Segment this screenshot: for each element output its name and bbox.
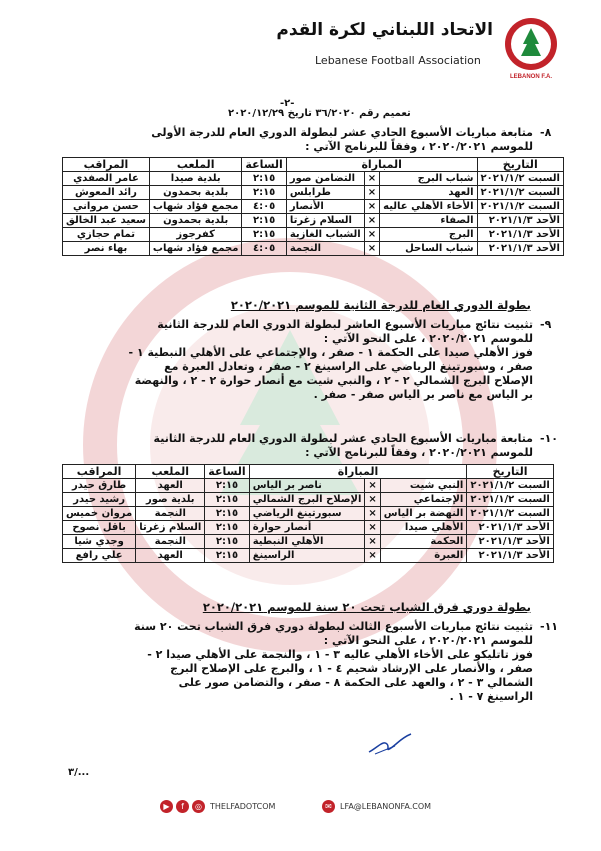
text-line: للموسم ٢٠٢٠/٢٠٢١ ، على النحو الآتي : bbox=[323, 332, 533, 345]
text-line: متابعة مباريات الأسبوع الحادي عشر لبطولة الدوري العام للدرجة الثانية bbox=[153, 432, 533, 445]
cell-venue: مجمع فؤاد شهاب bbox=[149, 200, 242, 214]
email-icon: ✉ bbox=[322, 800, 335, 813]
cell-vs: × bbox=[365, 521, 380, 535]
cell-time: ٢:١٥ bbox=[242, 186, 286, 200]
cell-observer: باقل نصوح bbox=[63, 521, 136, 535]
cell-home-team: الإجتماعي bbox=[380, 493, 467, 507]
header-match: المباراة bbox=[286, 158, 477, 172]
header-time: الساعة bbox=[205, 465, 249, 479]
cell-home-team: البرج bbox=[380, 228, 477, 242]
cell-venue: النجمة bbox=[136, 507, 205, 521]
cell-date: الأحد ٢٠٢١/١/٣ bbox=[477, 214, 563, 228]
cell-time: ٢:١٥ bbox=[205, 521, 249, 535]
cell-home-team: الصفاء bbox=[380, 214, 477, 228]
circular-reference: تعميم رقم ٣٦/٢٠٢٠ تاريخ ٢٠٢٠/١٢/٢٩ bbox=[228, 108, 411, 119]
signature bbox=[365, 730, 415, 758]
cell-vs: × bbox=[365, 549, 380, 563]
cell-date: السبت ٢٠٢١/١/٢ bbox=[467, 479, 553, 493]
cell-vs: × bbox=[364, 228, 379, 242]
instagram-icon[interactable]: ◎ bbox=[192, 800, 205, 813]
item-number: -١١ bbox=[540, 620, 559, 633]
text-line: للموسم ٢٠٢٠/٢٠٢١ ، وفقاً للبرنامج الآتي : bbox=[305, 446, 533, 459]
table-row bbox=[63, 549, 554, 563]
cell-observer: طارق حيدر bbox=[63, 479, 136, 493]
cell-vs: × bbox=[365, 507, 380, 521]
section-title-youth-league: بطولة دوري فرق الشباب تحت ٢٠ سنة للموسم ٢٠٢٠/٢٠٢١ bbox=[202, 600, 531, 614]
text-line: تثبيت نتائج مباريات الأسبوع الثالث لبطولة دوري فرق الشباب تحت ٢٠ سنة bbox=[134, 620, 533, 633]
cell-home-team: النبي شيت bbox=[380, 479, 467, 493]
text-line: الراسينغ ٧ - ١ . bbox=[449, 690, 533, 703]
cell-away-team: سبورتينغ الرياضي bbox=[249, 507, 365, 521]
cell-away-team: طرابلس bbox=[286, 186, 364, 200]
cell-away-team: أنصار حوارة bbox=[249, 521, 365, 535]
text-line: فوز تاتليكو على الأخاء الأهلي عاليه ٣ - ١ ، والنجمة على الأهلي صيدا ٢ - bbox=[147, 648, 533, 661]
table-row bbox=[63, 507, 554, 521]
cell-time: ٢:١٥ bbox=[242, 228, 286, 242]
header-match: المباراة bbox=[249, 465, 467, 479]
schedule-table-first-division bbox=[62, 157, 564, 256]
cell-observer: وجدي شيا bbox=[63, 535, 136, 549]
table-row bbox=[63, 214, 564, 228]
text-line: فوز الأهلي صيدا على الحكمة ١ - صفر ، والإجتماعي على الأهلي النبطية ١ - bbox=[128, 346, 533, 359]
item-8-text bbox=[73, 126, 533, 154]
cell-time: ٢:١٥ bbox=[242, 172, 286, 186]
cell-time: ٢:١٥ bbox=[242, 214, 286, 228]
cell-away-team: النجمة bbox=[286, 242, 364, 256]
cell-observer: بهاء نصر bbox=[63, 242, 150, 256]
cell-away-team: الأهلي النبطية bbox=[249, 535, 365, 549]
table-row bbox=[63, 228, 564, 242]
cell-home-team: الأهلي صيدا bbox=[380, 521, 467, 535]
cell-date: السبت ٢٠٢١/١/٢ bbox=[477, 172, 563, 186]
item-9-text bbox=[58, 318, 533, 402]
footer bbox=[160, 800, 440, 814]
cell-home-team: العبرة bbox=[380, 549, 467, 563]
cell-date: الأحد ٢٠٢١/١/٣ bbox=[467, 535, 553, 549]
cell-time: ٢:١٥ bbox=[205, 493, 249, 507]
cell-vs: × bbox=[365, 493, 380, 507]
table-row bbox=[63, 521, 554, 535]
cell-time: ٤:٠٥ bbox=[242, 242, 286, 256]
cell-home-team: النهضة بر الياس bbox=[380, 507, 467, 521]
text-line: للموسم ٢٠٢٠/٢٠٢١ ، وفقاً للبرنامج الآتي : bbox=[305, 140, 533, 153]
cell-vs: × bbox=[364, 172, 379, 186]
logo-lettering: LEBANON F.A. bbox=[510, 74, 552, 80]
item-number: -٨ bbox=[540, 126, 552, 139]
cell-venue: بلدية صيدا bbox=[149, 172, 242, 186]
cell-time: ٢:١٥ bbox=[205, 535, 249, 549]
cell-vs: × bbox=[365, 479, 380, 493]
header-venue: الملعب bbox=[149, 158, 242, 172]
table-row bbox=[63, 479, 554, 493]
cell-away-team: الشباب الغازية bbox=[286, 228, 364, 242]
cell-venue: مجمع فؤاد شهاب bbox=[149, 242, 242, 256]
cell-vs: × bbox=[365, 535, 380, 549]
cell-observer: عامر الصفدي bbox=[63, 172, 150, 186]
item-10-text bbox=[78, 432, 533, 460]
cell-date: السبت ٢٠٢١/١/٢ bbox=[467, 493, 553, 507]
cell-date: الأحد ٢٠٢١/١/٣ bbox=[477, 242, 563, 256]
cell-home-team: العهد bbox=[380, 186, 477, 200]
cell-time: ٤:٠٥ bbox=[242, 200, 286, 214]
item-number: -٩ bbox=[540, 318, 552, 331]
table-header-row bbox=[63, 158, 564, 172]
footer-email[interactable]: LFA@LEBANONFA.COM bbox=[340, 802, 432, 811]
org-name-arabic: الاتحاد اللبناني لكرة القدم bbox=[276, 20, 493, 40]
cell-observer: تمام حجازي bbox=[63, 228, 150, 242]
table-row bbox=[63, 242, 564, 256]
cell-venue: العهد bbox=[136, 479, 205, 493]
cell-observer: حسن مرواني bbox=[63, 200, 150, 214]
cell-home-team: الحكمة bbox=[380, 535, 467, 549]
cell-away-team: الأنصار bbox=[286, 200, 364, 214]
cell-vs: × bbox=[364, 200, 379, 214]
facebook-icon[interactable]: f bbox=[176, 800, 189, 813]
text-line: صفر ، وسبورتينغ الرياضي على الراسينغ ٢ - صفر ، وتعادل العبرة مع bbox=[164, 360, 533, 373]
cell-home-team: الأخاء الأهلي عاليه bbox=[380, 200, 477, 214]
header-date: التاريخ bbox=[467, 465, 553, 479]
cell-venue: كفرجوز bbox=[149, 228, 242, 242]
header-venue: الملعب bbox=[136, 465, 205, 479]
cell-time: ٢:١٥ bbox=[205, 507, 249, 521]
cell-venue: العهد bbox=[136, 549, 205, 563]
cell-observer: مروان خميس bbox=[63, 507, 136, 521]
cell-away-team: التضامن صور bbox=[286, 172, 364, 186]
header-date: التاريخ bbox=[477, 158, 563, 172]
text-line: تثبيت نتائج مباريات الأسبوع العاشر لبطولة الدوري العام للدرجة الثانية bbox=[157, 318, 533, 331]
header-time: الساعة bbox=[242, 158, 286, 172]
cell-date: السبت ٢٠٢١/١/٢ bbox=[477, 200, 563, 214]
cell-away-team: الإصلاح البرج الشمالي bbox=[249, 493, 365, 507]
table-header-row bbox=[63, 465, 554, 479]
cell-time: ٢:١٥ bbox=[205, 479, 249, 493]
item-11-text bbox=[58, 620, 533, 704]
table-row bbox=[63, 535, 554, 549]
cell-observer: رائد المعوش bbox=[63, 186, 150, 200]
text-line: صفر ، والأنصار على الإرشاد شحيم ٤ - ١ ، والبرج على الإصلاح البرج bbox=[170, 662, 533, 675]
table-row bbox=[63, 200, 564, 214]
table-row bbox=[63, 172, 564, 186]
cell-venue: بلدية بحمدون bbox=[149, 214, 242, 228]
cell-vs: × bbox=[364, 186, 379, 200]
cell-date: السبت ٢٠٢١/١/٢ bbox=[467, 507, 553, 521]
footer-website[interactable]: THELFADOTCOM bbox=[210, 802, 276, 811]
cell-date: الأحد ٢٠٢١/١/٣ bbox=[467, 521, 553, 535]
header-observer: المراقب bbox=[63, 465, 136, 479]
cell-venue: السلام زغرتا bbox=[136, 521, 205, 535]
header-observer: المراقب bbox=[63, 158, 150, 172]
item-number: -١٠ bbox=[540, 432, 559, 445]
cell-home-team: شباب البرج bbox=[380, 172, 477, 186]
text-line: بر الياس مع ناصر بر الياس صفر - صفر . bbox=[313, 388, 533, 401]
cell-date: السبت ٢٠٢١/١/٢ bbox=[477, 186, 563, 200]
org-name-english: Lebanese Football Association bbox=[315, 54, 481, 67]
page-number: -٢- bbox=[280, 98, 295, 109]
text-line: للموسم ٢٠٢٠/٢٠٢١ ، على النحو الآتي : bbox=[323, 634, 533, 647]
table-row bbox=[63, 493, 554, 507]
section-title-second-division: بطولة الدوري العام للدرجة الثانية للموسم ٢٠٢٠/٢٠٢١ bbox=[230, 298, 531, 312]
cell-date: الأحد ٢٠٢١/١/٣ bbox=[467, 549, 553, 563]
cell-date: الأحد ٢٠٢١/١/٣ bbox=[477, 228, 563, 242]
text-line: الشمالي ٣ - ٢ ، والعهد على الحكمة ٨ - صفر ، والتضامن صور على bbox=[178, 676, 533, 689]
cell-time: ٢:١٥ bbox=[205, 549, 249, 563]
cell-observer: علي رافع bbox=[63, 549, 136, 563]
cell-home-team: شباب الساحل bbox=[380, 242, 477, 256]
cell-venue: بلدية صور bbox=[136, 493, 205, 507]
cell-vs: × bbox=[364, 242, 379, 256]
cell-observer: رشيد حيدر bbox=[63, 493, 136, 507]
cell-observer: سعيد عبد الخالق bbox=[63, 214, 150, 228]
youtube-icon[interactable]: ▶ bbox=[160, 800, 173, 813]
cell-away-team: ناصر بر الياس bbox=[249, 479, 365, 493]
table-row bbox=[63, 186, 564, 200]
text-line: الإصلاح البرج الشمالي ٢ - ٢ ، والنبي شيت مع أنصار حوارة ٢ - ٢ ، والنهضة bbox=[134, 374, 533, 387]
next-page-indicator: ٣/... bbox=[68, 767, 90, 778]
cell-vs: × bbox=[364, 214, 379, 228]
text-line: متابعة مباريات الأسبوع الحادي عشر لبطولة الدوري العام للدرجة الأولى bbox=[151, 126, 533, 139]
cell-venue: بلدية بحمدون bbox=[149, 186, 242, 200]
cell-venue: النجمة bbox=[136, 535, 205, 549]
cell-away-team: السلام زغرتا bbox=[286, 214, 364, 228]
lfa-logo bbox=[503, 16, 559, 80]
cell-away-team: الراسينغ bbox=[249, 549, 365, 563]
schedule-table-second-division bbox=[62, 464, 554, 563]
